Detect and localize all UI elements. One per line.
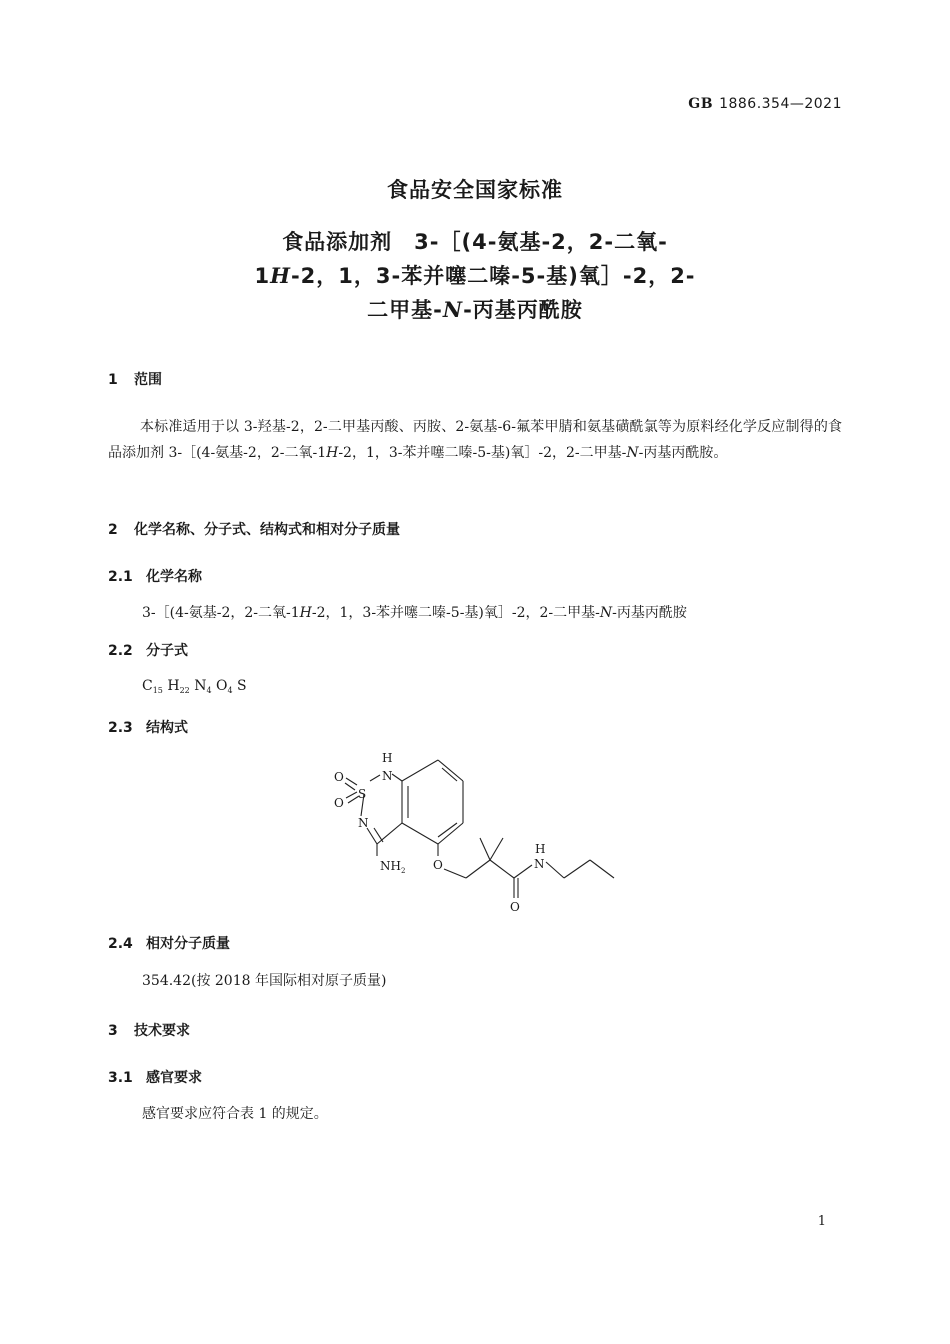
subsection-title: 分子式 bbox=[146, 643, 188, 659]
formula-count: 4 bbox=[227, 686, 233, 695]
standard-prefix: GB bbox=[688, 96, 714, 112]
body-italic: N bbox=[599, 605, 613, 621]
subsection-heading-formula bbox=[108, 640, 188, 660]
section-title: 化学名称、分子式、结构式和相对分子质量 bbox=[134, 522, 400, 538]
section-heading-chemical bbox=[108, 519, 400, 539]
body-italic: H bbox=[299, 605, 312, 621]
subtitle-italic: N bbox=[442, 297, 464, 322]
subtitle-italic: H bbox=[270, 263, 291, 288]
formula-element: C bbox=[142, 678, 153, 694]
formula-element: H bbox=[167, 678, 180, 694]
body-text: -丙基丙酰胺 bbox=[612, 605, 687, 621]
subsection-number: 2.4 bbox=[108, 936, 133, 952]
formula-element: S bbox=[237, 678, 247, 694]
atom-label: N bbox=[358, 816, 369, 830]
formula-count: 22 bbox=[179, 686, 190, 695]
atom-label: N bbox=[382, 769, 393, 783]
subsection-number: 2.1 bbox=[108, 569, 133, 585]
structural-formula bbox=[320, 748, 620, 916]
scope-paragraph bbox=[108, 414, 842, 466]
document-title: 食品安全国家标准 bbox=[387, 178, 563, 202]
atom-label: O bbox=[510, 900, 520, 914]
page-number: 1 bbox=[817, 1214, 826, 1229]
subtitle-text: -丙基丙酰胺 bbox=[463, 298, 583, 322]
paragraph-italic: N bbox=[626, 445, 639, 461]
paragraph-italic: H bbox=[326, 445, 339, 461]
section-number: 2 bbox=[108, 522, 118, 538]
standard-number bbox=[688, 96, 842, 112]
subsection-title: 结构式 bbox=[146, 720, 188, 736]
section-number: 3 bbox=[108, 1023, 118, 1039]
molecular-mass-text: 354.42(按 2018 年国际相对原子质量) bbox=[142, 973, 387, 989]
atom-label-sub: 2 bbox=[400, 867, 406, 875]
section-heading-technical bbox=[108, 1020, 190, 1040]
subtitle-text: 二甲基- bbox=[367, 298, 443, 322]
section-title: 范围 bbox=[134, 372, 162, 388]
subtitle-text: -2，1，3-苯并噻二嗪-5-基)氧］-2，2- bbox=[290, 264, 696, 288]
molecular-formula bbox=[142, 678, 247, 695]
formula-element: O bbox=[216, 678, 228, 694]
subsection-heading-chemical-name bbox=[108, 566, 202, 586]
atom-label bbox=[380, 859, 405, 875]
atom-label: S bbox=[358, 787, 367, 801]
paragraph-text: -丙基丙酰胺。 bbox=[638, 445, 728, 461]
subsection-heading-molecular-mass bbox=[108, 933, 230, 953]
subsection-number: 2.3 bbox=[108, 720, 133, 736]
formula-count: 15 bbox=[152, 686, 163, 695]
formula-element: N bbox=[194, 678, 207, 694]
section-heading-scope bbox=[108, 369, 162, 389]
atom-label-text: NH bbox=[380, 859, 401, 873]
body-text: -2，1，3-苯并噻二嗪-5-基)氧］-2，2-二甲基- bbox=[311, 605, 600, 621]
subsection-title: 化学名称 bbox=[146, 569, 202, 585]
formula-count: 4 bbox=[206, 686, 212, 695]
section-title: 技术要求 bbox=[134, 1023, 190, 1039]
body-text: 3-［(4-氨基-2，2-二氧-1 bbox=[142, 605, 300, 621]
subtitle-line-3 bbox=[0, 294, 950, 324]
subsection-number: 3.1 bbox=[108, 1070, 133, 1086]
standard-code: 1886.354—2021 bbox=[719, 96, 842, 112]
sensory-requirement-text: 感官要求应符合表 1 的规定。 bbox=[142, 1106, 328, 1122]
atom-label: H bbox=[535, 842, 546, 856]
atom-label: O bbox=[334, 796, 344, 810]
section-number: 1 bbox=[108, 372, 118, 388]
atom-label: O bbox=[433, 858, 443, 872]
subtitle-line-1: 食品添加剂 3-［(4-氨基-2，2-二氧- bbox=[282, 230, 668, 254]
subsection-title: 感官要求 bbox=[146, 1070, 202, 1086]
subsection-heading-sensory bbox=[108, 1067, 202, 1087]
paragraph-text: -2，1，3-苯并噻二嗪-5-基)氧］-2，2-二甲基- bbox=[338, 445, 627, 461]
subsection-title: 相对分子质量 bbox=[146, 936, 230, 952]
subsection-number: 2.2 bbox=[108, 643, 133, 659]
atom-label: N bbox=[534, 857, 545, 871]
chemical-name-text bbox=[142, 602, 687, 622]
subsection-heading-structure bbox=[108, 717, 188, 737]
paragraph-text: 本标准适用于以 3-羟基-2，2-二甲基丙酸、丙胺、2-氨基-6-氟苯甲腈和氨基磺酰氯等为原料经化学反应制得的食品添加剂 3-［(4-氨基-2，2-二氧-1 bbox=[108, 419, 842, 461]
subtitle-text: 1 bbox=[254, 264, 271, 288]
subtitle-line-2 bbox=[0, 260, 950, 290]
atom-label: O bbox=[334, 770, 344, 784]
atom-label: H bbox=[382, 751, 393, 765]
